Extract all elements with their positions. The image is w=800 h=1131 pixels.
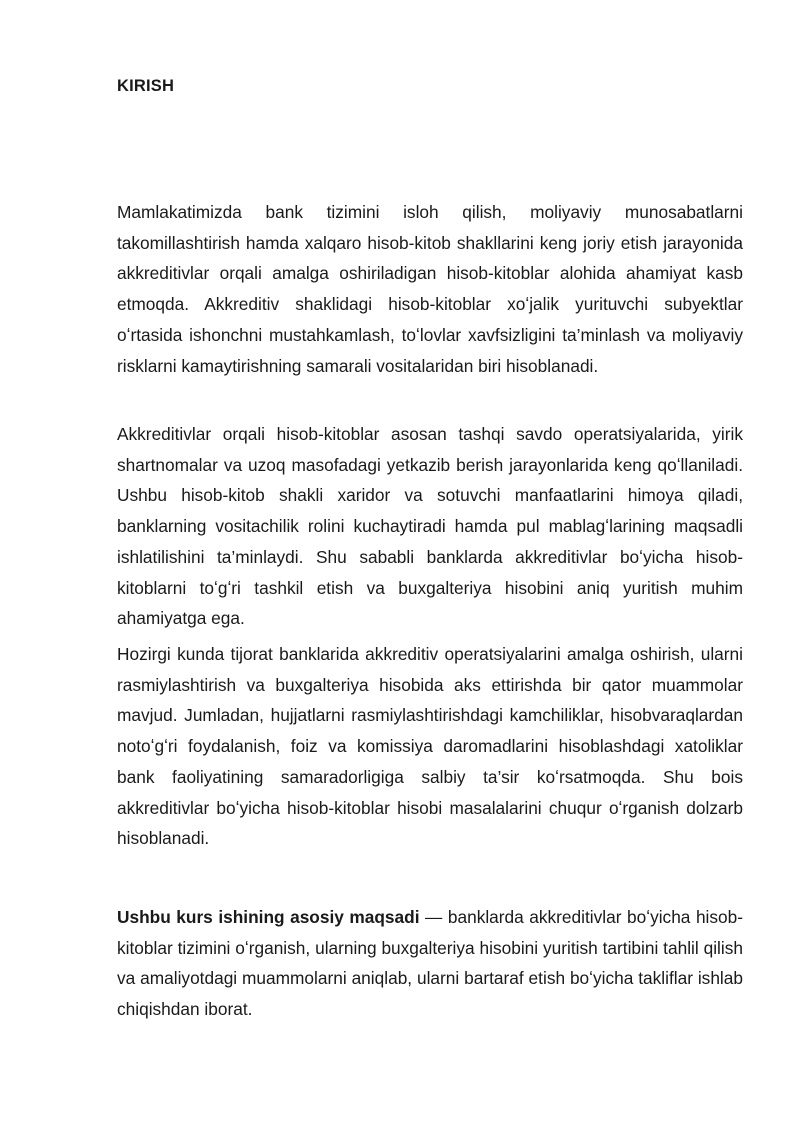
goal-lead-bold: Ushbu kurs ishining asosiy maqsadi <box>117 907 420 927</box>
paragraph-2: Akkreditivlar orqali hisob-kitoblar asosan tashqi savdo operatsiyalarida, yirik shartnomalar va uzoq masofadagi yetkazib berish jarayonlarida keng qoʻllaniladi. Ushbu hisob-kitob shakli xaridor va sotuvchi manfaatlarini himoya qiladi, banklarning vositachilik rolini kuchaytiradi hamda pul mablagʻlarining maqsadli ishlatilishini ta’minlaydi. Shu sababli banklarda akkreditivlar boʻyicha hisob-kitoblarni toʻgʻri tashkil etish va buxgalteriya hisobini aniq yuritish muhim ahamiyatga ega. <box>117 424 743 629</box>
section-heading: KIRISH <box>117 77 175 95</box>
goal-text: — banklarda akkreditivlar boʻyicha hisob-kitoblar tizimini oʻrganish, ularning buxgalteriya hisobini yuritish tartibini tahlil qilish va amaliyotdagi muammolarni aniqlab, ularni bartaraf etish boʻyicha takliflar ishlab chiqishdan iborat. <box>117 907 744 1020</box>
paragraph-1: Mamlakatimizda bank tizimini isloh qilish, moliyaviy munosabatlarni takomillashtirish hamda xalqaro hisob-kitob shakllarini keng joriy etish jarayonida akkreditivlar orqali amalga oshiriladigan hisob-kitoblar alohida ahamiyat kasb etmoqda. Akkreditiv shaklidagi hisob-kitoblar xoʻjalik yurituvchi subyektlar oʻrtasida ishonchni mustahkamlash, toʻlovlar xavfsizligini ta’minlash va moliyaviy risklarni kamaytirishning samarali vositalaridan biri hisoblanadi. <box>117 202 743 376</box>
paragraph-3: Hozirgi kunda tijorat banklarida akkreditiv operatsiyalarini amalga oshirish, ularni rasmiylashtirish va buxgalteriya hisobida aks ettirishda bir qator muammolar mavjud. Jumladan, hujjatlarni rasmiylashtirishdagi kamchiliklar, hisobvaraqlardan notoʻgʻri foydalanish, foiz va komissiya daromadlarini hisoblashdagi xatoliklar bank faoliyatining samaradorligiga salbiy ta’sir koʻrsatmoqda. Shu bois akkreditivlar boʻyicha hisob-kitoblar hisobi masalalarini chuqur oʻrganish dolzarb hisoblanadi. <box>117 644 743 849</box>
goal-paragraph <box>117 902 743 1025</box>
